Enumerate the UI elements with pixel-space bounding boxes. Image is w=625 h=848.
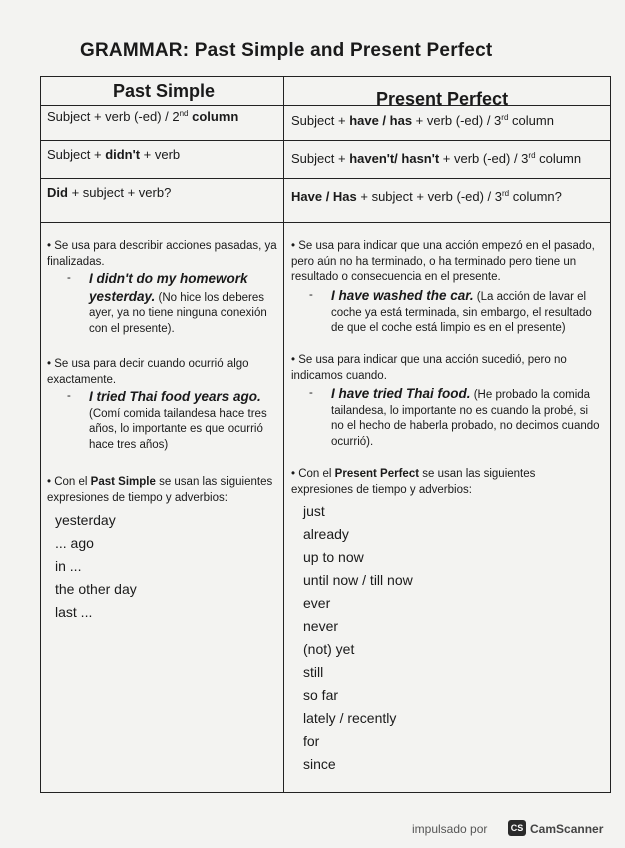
past-expressions-note: • Con el Past Simple se usan las siguientes expresiones de tiempo y adverbios:: [47, 476, 273, 504]
row-divider: [41, 105, 610, 106]
present-perfect-heading: Present Perfect: [376, 89, 509, 109]
present-negative-form: Subject + haven't/ hasn't + verb (-ed) / 3rd column: [291, 151, 582, 166]
expression-item: still: [303, 664, 324, 680]
present-example-1: - I have washed the car. (La acción de lavar el coche ya está terminada, sin embargo, el resultado de que el coche está limpio es en el presente): [309, 288, 592, 334]
expression-item: yesterday: [55, 512, 116, 528]
expression-item: ever: [303, 595, 331, 611]
present-expressions-list: [303, 500, 413, 776]
expression-item: last ...: [55, 604, 93, 620]
camscanner-logo-icon: CS: [508, 820, 526, 836]
camscanner-brand: CamScanner: [530, 822, 604, 836]
expression-item: until now / till now: [303, 572, 413, 588]
past-expressions-list: [55, 509, 137, 624]
past-question-form: Did + subject + verb?: [47, 185, 172, 200]
grammar-table: [40, 76, 611, 793]
expression-item: the other day: [55, 581, 137, 597]
row-divider: [41, 222, 610, 223]
present-expressions-note: • Con el Present Perfect se usan las siguientes expresiones de tiempo y adverbios:: [291, 468, 536, 496]
row-divider: [41, 140, 610, 141]
past-negative-form: Subject + didn't + verb: [47, 147, 181, 162]
past-usage-note-2: • Se usa para decir cuando ocurrió algo exactamente.: [47, 358, 249, 386]
present-usage-note-2: • Se usa para indicar que una acción sucedió, pero no indicamos cuando.: [291, 354, 567, 382]
expression-item: in ...: [55, 558, 82, 574]
expression-item: never: [303, 618, 339, 634]
expression-item: ... ago: [55, 535, 94, 551]
row-divider: [41, 178, 610, 179]
present-affirmative-form: Subject + have / has + verb (-ed) / 3rd column: [291, 113, 554, 128]
past-usage-note-1: • Se usa para describir acciones pasadas, ya finalizadas.: [47, 240, 277, 268]
column-divider: [283, 77, 284, 792]
expression-item: lately / recently: [303, 710, 397, 726]
expression-item: just: [303, 503, 325, 519]
past-example-2: - I tried Thai food years ago.(Comí comida tailandesa hace tres años, lo importante es que ocurrió hace tres años): [67, 389, 267, 451]
expression-item: so far: [303, 687, 339, 703]
present-question-form: Have / Has + subject + verb (-ed) / 3rd column?: [291, 189, 562, 204]
expression-item: already: [303, 526, 349, 542]
page-title: GRAMMAR: Past Simple and Present Perfect: [80, 40, 493, 61]
past-simple-heading: Past Simple: [113, 81, 216, 101]
expression-item: (not) yet: [303, 641, 355, 657]
past-example-1: - I didn't do my homework yesterday. (No hice los deberes ayer, ya no tiene ninguna conexión con el presente).: [67, 271, 267, 335]
expression-item: since: [303, 756, 336, 772]
past-affirmative-form: Subject + verb (-ed) / 2nd column: [47, 109, 239, 124]
powered-by-text: impulsado por: [412, 822, 488, 836]
present-example-2: - I have tried Thai food. (He probado la comida tailandesa, lo importante no es cuando la probé, si no el hecho de haberla probado, no decimos cuando ocurrió).: [309, 386, 600, 448]
expression-item: for: [303, 733, 320, 749]
present-usage-note-1: • Se usa para indicar que una acción empezó en el pasado, pero aún no ha terminado, o ha terminado pero tiene un resultado o consecuencia en el presente.: [291, 240, 595, 283]
expression-item: up to now: [303, 549, 364, 565]
